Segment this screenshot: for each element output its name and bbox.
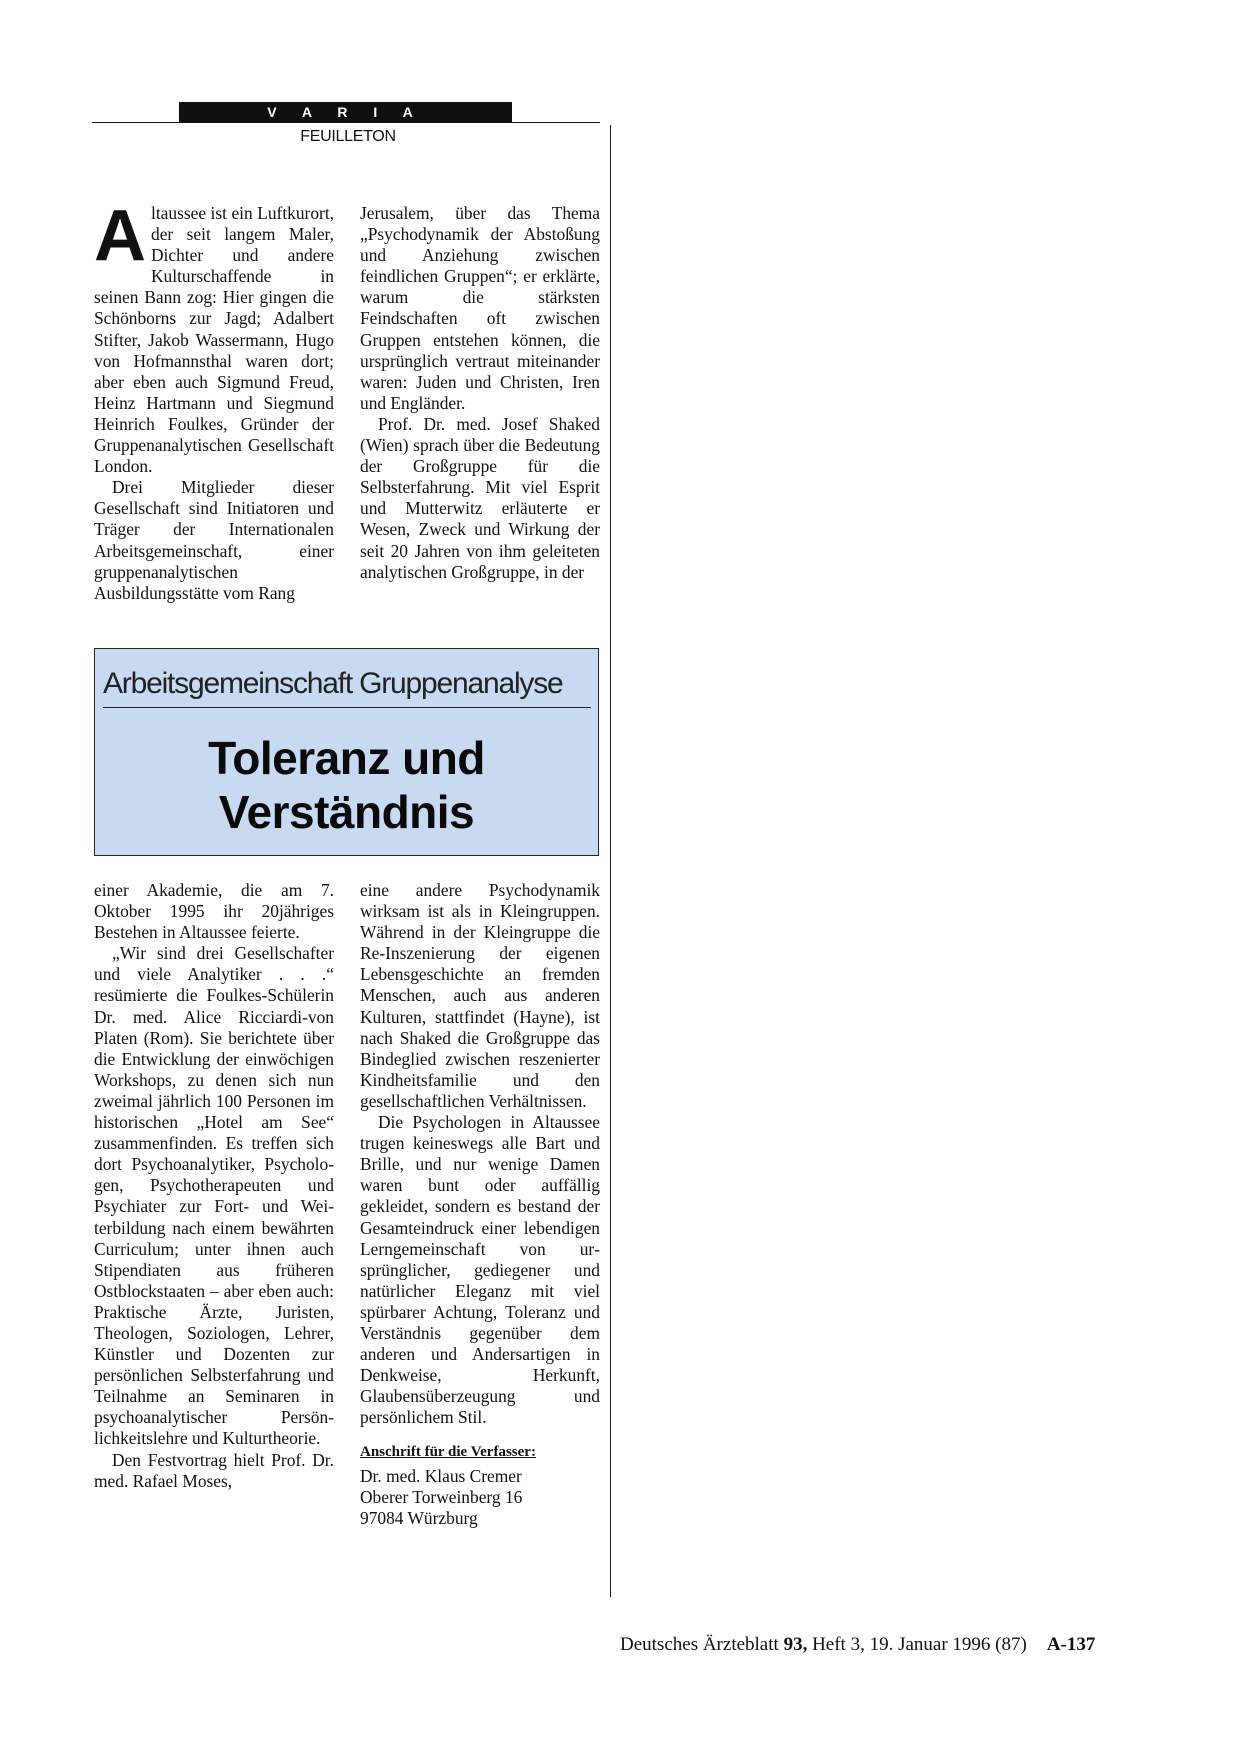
subsection-label: FEUILLETON	[300, 128, 396, 145]
page-number: A-137	[1046, 1634, 1096, 1655]
paragraph: „Wir sind drei Gesellschafter und viele Analytiker . . .“ resümierte die Foulkes-Schülerin Dr. med. Alice Ricciardi-von Platen (Rom). Sie berichtete über die Entwicklung der einwöchigen Workshops, zu denen sich nun zweimal jährlich 100 Personen im historischen „Hotel am See“ zusammenfinden. Es treffen sich dort Psychoanalytiker, Psychologen, Psychotherapeuten und Psychiater zur Fort- und Weiterbildung nach einem bewährten Curriculum; unter ihnen auch Stipendiaten aus früheren Ostblockstaaten – aber eben auch: Praktische Ärzte, Juristen, Theologen, Soziologen, Lehrer, Künstler und Dozenten zur persönlichen Selbsterfahrung und Teilnahme an Seminaren in psychoanalytischer Persönlichkeitslehre und Kulturtheorie.	[94, 943, 334, 1449]
article-column-2	[360, 203, 600, 583]
article-column-4	[360, 880, 600, 1529]
headline-title-line-2: Verständnis	[218, 786, 475, 838]
section-banner: V A R I A	[179, 102, 512, 122]
headline-rule	[103, 707, 591, 708]
page-footer	[620, 1634, 1140, 1656]
drop-cap: A	[94, 196, 146, 276]
issue-info: Heft 3, 19. Januar 1996 (87)	[807, 1634, 1027, 1655]
headline-box	[94, 648, 599, 856]
author-address	[360, 1442, 600, 1528]
address-line: 97084 Würzburg	[360, 1507, 478, 1528]
paragraph: einer Akademie, die am 7. Oktober 1995 ihr 20jähriges Bestehen in Altaussee feierte.	[94, 880, 334, 943]
headline-kicker: Arbeitsgemeinschaft Gruppenanalyse	[103, 667, 563, 700]
journal-volume: 93,	[783, 1634, 808, 1655]
paragraph: Prof. Dr. med. Josef Shaked (Wien) sprach über die Bedeutung der Großgruppe für die Selbsterfahrung. Mit viel Esprit und Mutterwitz erläuterte er Wesen, Zweck und Wirkung der seit 20 Jahren von ihm geleiteten analytischen Großgruppe, in der	[360, 413, 600, 582]
journal-name: Deutsches Ärzteblatt	[620, 1634, 784, 1655]
article-column-3	[94, 880, 334, 1492]
paragraph: Jerusalem, über das Thema „Psychodynamik der Abstoßung und Anziehung zwischen feindlichen Gruppen“; er erklärte, warum die stärksten Feindschaften oft zwischen Gruppen entstehen können, die ursprünglich vertraut miteinander waren: Juden und Christen, Iren und Engländer.	[360, 203, 600, 413]
headline-title-line-1: Toleranz und	[208, 732, 485, 784]
column-divider	[610, 125, 611, 1597]
article-column-1	[94, 196, 334, 604]
headline-title	[95, 731, 598, 839]
paragraph: Die Psychologen in Altaussee trugen keineswegs alle Bart und Brille, und nur wenige Damen waren bunt oder auffällig gekleidet, sondern es bestand der Gesamteindruck einer lebendigen Lerngemeinschaft von ursprünglicher, gediegener und natürlicher Eleganz mit viel spürbarer Achtung, Toleranz und Verständnis gegenüber dem anderen und Andersartigen in Denkweise, Herkunft, Glaubensüberzeugung und persönlichem Stil.	[360, 1112, 600, 1428]
paragraph: Den Festvortrag hielt Prof. Dr. med. Rafael Moses,	[94, 1449, 334, 1491]
address-label: Anschrift für die Verfasser:	[360, 1444, 536, 1461]
paragraph: Drei Mitglieder dieser Gesellschaft sind Initiatoren und Träger der Internationalen Arbeitsgemeinschaft, einer gruppenanalytischen Ausbildungsstätte vom Rang	[94, 477, 334, 603]
header-rule	[92, 122, 600, 123]
paragraph: eine andere Psychodynamik wirksam ist als in Kleingruppen. Während in der Kleingruppe die Re-Inszenierung der eigenen Lebensgeschichte an fremden Menschen, auch aus anderen Kulturen, stattfindet (Hayne), ist nach Shaked die Großgruppe das Bindeglied zwischen reszenierter Kindheitsfamilie und den gesellschaftlichen Verhältnissen.	[360, 880, 600, 1111]
address-line: Dr. med. Klaus Cremer	[360, 1465, 522, 1486]
address-line: Oberer Torweinberg 16	[360, 1486, 523, 1507]
paragraph: Altaussee ist ein Luftkurort, der seit langem Maler, Dichter und andere Kulturschaffende in seinen Bann zog: Hier gingen die Schönborns zur Jagd; Adalbert Stifter, Jakob Wassermann, Hugo von Hofmannsthal waren dort; aber eben auch Sigmund Freud, Heinz Hartmann und Siegmund Heinrich Foulkes, Gründer der Gruppenanalytischen Gesellschaft London.	[94, 196, 334, 477]
